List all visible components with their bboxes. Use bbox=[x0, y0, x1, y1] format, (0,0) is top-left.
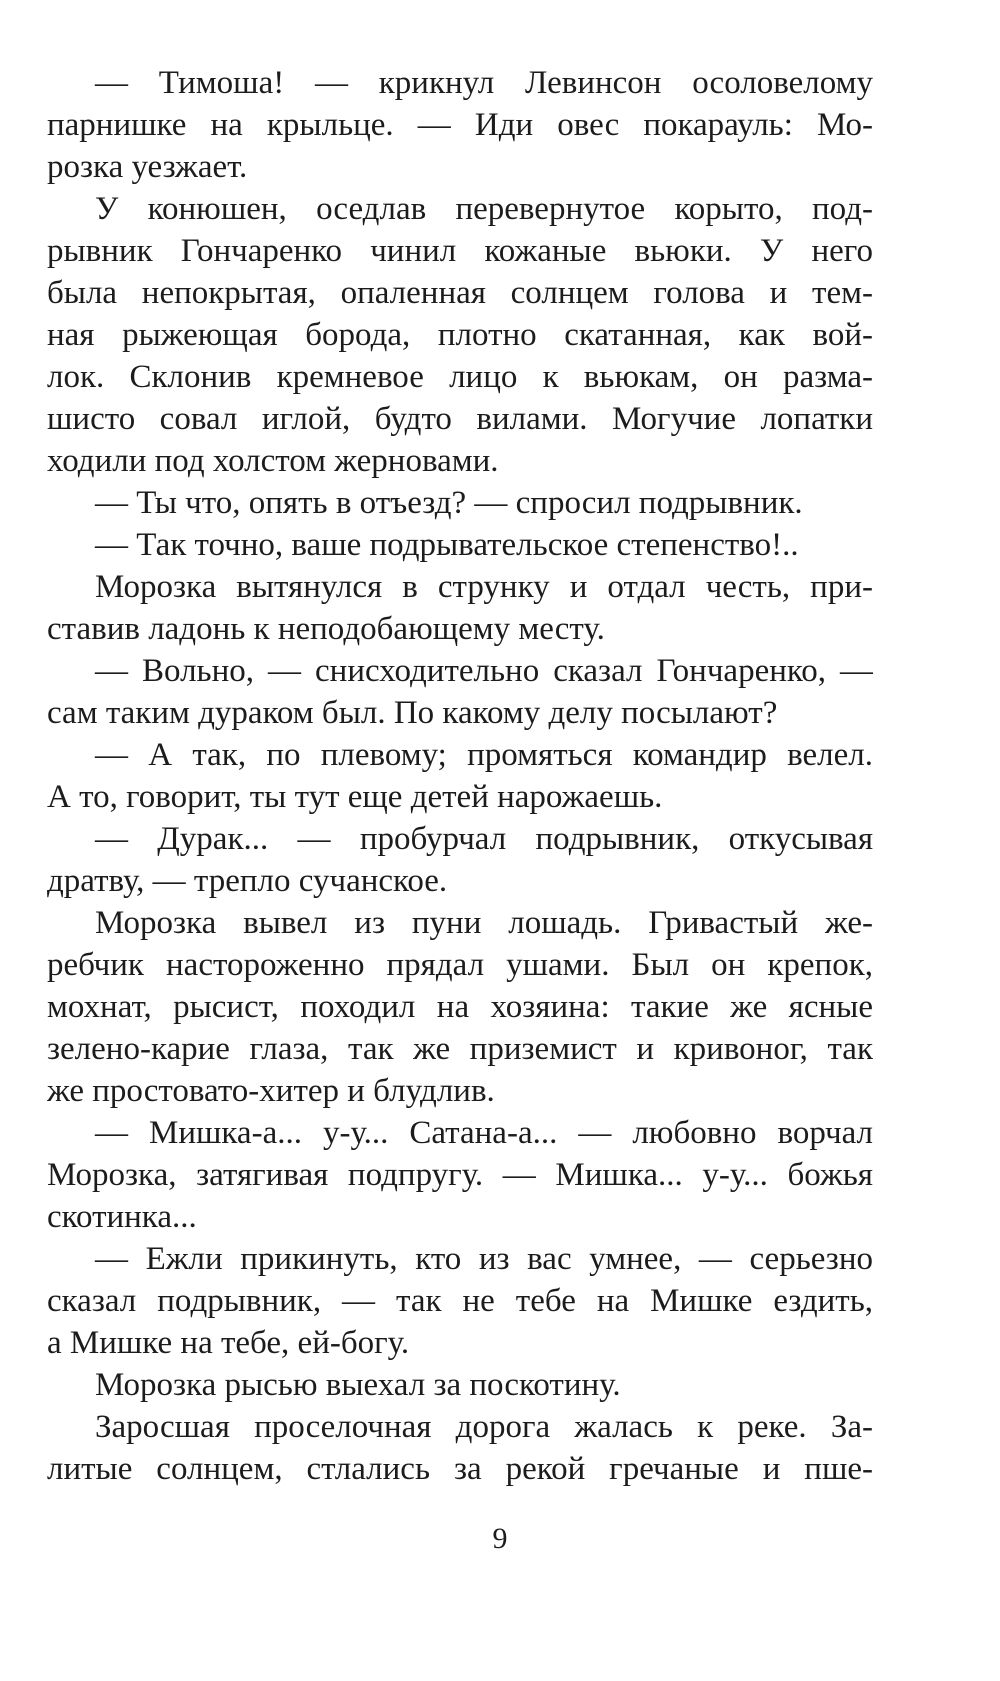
text-line: Заросшая проселочная дорога жалась к реке. За- bbox=[95, 1409, 873, 1445]
text-line: — А так, по плевому; промяться командир велел. bbox=[95, 737, 873, 773]
text-line: — Ежли прикинуть, кто из вас умнее, — серьезно bbox=[95, 1241, 873, 1277]
text-line: мохнат, рысист, походил на хозяина: такие же ясные bbox=[47, 989, 873, 1025]
text-line: ставив ладонь к неподобающему месту. bbox=[47, 611, 605, 647]
text-line: шисто совал иглой, будто вилами. Могучие лопатки bbox=[47, 401, 873, 437]
paragraph bbox=[47, 902, 873, 1112]
text-line: Морозка, затягивая подпругу. — Мишка... у-у... божья bbox=[47, 1157, 873, 1193]
text-line: — Так точно, ваше подрывательское степенство!.. bbox=[95, 527, 799, 563]
text-line: Морозка вывел из пуни лошадь. Гривастый же- bbox=[95, 905, 873, 941]
paragraph bbox=[47, 566, 873, 650]
paragraph bbox=[47, 1112, 873, 1238]
paragraph bbox=[47, 650, 873, 734]
paragraph bbox=[47, 734, 873, 818]
paragraph bbox=[47, 1364, 873, 1406]
text-line: скотинка... bbox=[47, 1199, 197, 1235]
paragraph bbox=[47, 818, 873, 902]
text-line: парнишке на крыльце. — Иди овес покарауль: Мо- bbox=[47, 107, 873, 143]
body-text bbox=[47, 62, 873, 1490]
text-line: была непокрытая, опаленная солнцем голова и тем- bbox=[47, 275, 873, 311]
paragraph bbox=[47, 188, 873, 482]
text-line: зелено-карие глаза, так же приземист и кривоног, так bbox=[47, 1031, 873, 1067]
paragraph bbox=[47, 1238, 873, 1364]
text-line: ходили под холстом жерновами. bbox=[47, 443, 499, 479]
text-line: ребчик настороженно прядал ушами. Был он крепок, bbox=[47, 947, 873, 983]
text-line: а Мишке на тебе, ей-богу. bbox=[47, 1325, 410, 1361]
text-line: дратву, — трепло сучанское. bbox=[47, 863, 448, 899]
text-line: У конюшен, оседлав перевернутое корыто, под- bbox=[95, 191, 873, 227]
text-line: сказал подрывник, — так не тебе на Мишке ездить, bbox=[47, 1283, 873, 1319]
text-line: Морозка вытянулся в струнку и отдал честь, при- bbox=[95, 569, 873, 605]
text-line: — Мишка-а... у-у... Сатана-а... — любовно ворчал bbox=[95, 1115, 873, 1151]
text-line: лок. Склонив кремневое лицо к вьюкам, он разма- bbox=[47, 359, 873, 395]
text-line: — Вольно, — снисходительно сказал Гончаренко, — bbox=[95, 653, 873, 689]
paragraph bbox=[47, 62, 873, 188]
text-line: сам таким дураком был. По какому делу посылают? bbox=[47, 695, 778, 731]
text-line: литые солнцем, стлались за рекой гречаные и пше- bbox=[47, 1451, 873, 1487]
paragraph bbox=[47, 1406, 873, 1490]
text-line: А то, говорит, ты тут еще детей нарожаешь. bbox=[47, 779, 663, 815]
text-line: — Тимоша! — крикнул Левинсон осоловелому bbox=[95, 65, 873, 101]
text-line: розка уезжает. bbox=[47, 149, 248, 185]
text-line: же простовато-хитер и блудлив. bbox=[47, 1073, 495, 1109]
text-line: Морозка рысью выехал за поскотину. bbox=[95, 1367, 621, 1403]
page-number: 9 bbox=[492, 1522, 508, 1555]
paragraph bbox=[47, 482, 873, 524]
text-line: ная рыжеющая борода, плотно скатанная, как вой- bbox=[47, 317, 873, 353]
paragraph bbox=[47, 524, 873, 566]
text-line: рывник Гончаренко чинил кожаные вьюки. У него bbox=[47, 233, 873, 269]
text-line: — Ты что, опять в отъезд? — спросил подрывник. bbox=[95, 485, 803, 521]
text-line: — Дурак... — пробурчал подрывник, откусывая bbox=[95, 821, 873, 857]
